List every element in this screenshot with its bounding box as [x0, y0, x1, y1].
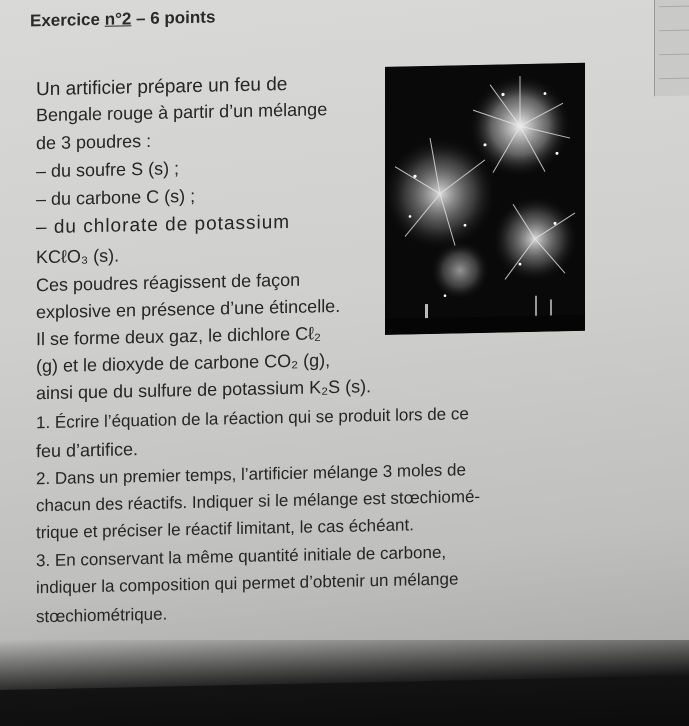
- intro-line: (g) et le dioxyde de carbone CO₂ (g),: [36, 350, 331, 377]
- margin-corner: [654, 0, 689, 96]
- fireworks-photo: [385, 63, 585, 335]
- intro-line: – du carbone C (s) ;: [36, 185, 196, 210]
- intro-line: ainsi que du sulfure de potassium K₂S (s).: [36, 376, 372, 404]
- question-line: feu d’artifice.: [36, 439, 139, 462]
- intro-line: Ces poudres réagissent de façon: [36, 269, 301, 296]
- bottom-shadow: [0, 640, 689, 726]
- intro-line: explosive en présence d’une étincelle.: [36, 295, 341, 323]
- question-line: 3. En conservant la même quantité initiale de carbone,: [36, 542, 447, 571]
- exercise-number: n°2: [104, 9, 132, 29]
- question-line: trique et préciser le réactif limitant, le cas échéant.: [36, 515, 414, 543]
- question-line: chacun des réactifs. Indiquer si le mélange est stœchiomé-: [36, 486, 481, 516]
- intro-line: Un artificier prépare un feu de: [36, 73, 288, 101]
- question-line: 2. Dans un premier temps, l’artificier mélange 3 moles de: [36, 460, 466, 489]
- intro-line: Bengale rouge à partir d’un mélange: [36, 99, 328, 126]
- intro-line: – du chlorate de potassium: [36, 211, 291, 239]
- intro-line: Il se forme deux gaz, le dichlore Cℓ₂: [36, 323, 321, 350]
- question-line: indiquer la composition qui permet d’obtenir un mélange: [36, 569, 459, 598]
- question-line: stœchiométrique.: [36, 604, 168, 627]
- title-prefix: Exercice: [30, 9, 105, 31]
- intro-line: de 3 poudres :: [36, 130, 152, 154]
- exercise-title: [30, 7, 215, 31]
- question-line: 1. Écrire l’équation de la réaction qui se produit lors de ce: [36, 404, 469, 433]
- intro-line: – du soufre S (s) ;: [36, 158, 180, 182]
- intro-line: KCℓO₃ (s).: [36, 245, 120, 268]
- title-points: – 6 points: [131, 7, 216, 29]
